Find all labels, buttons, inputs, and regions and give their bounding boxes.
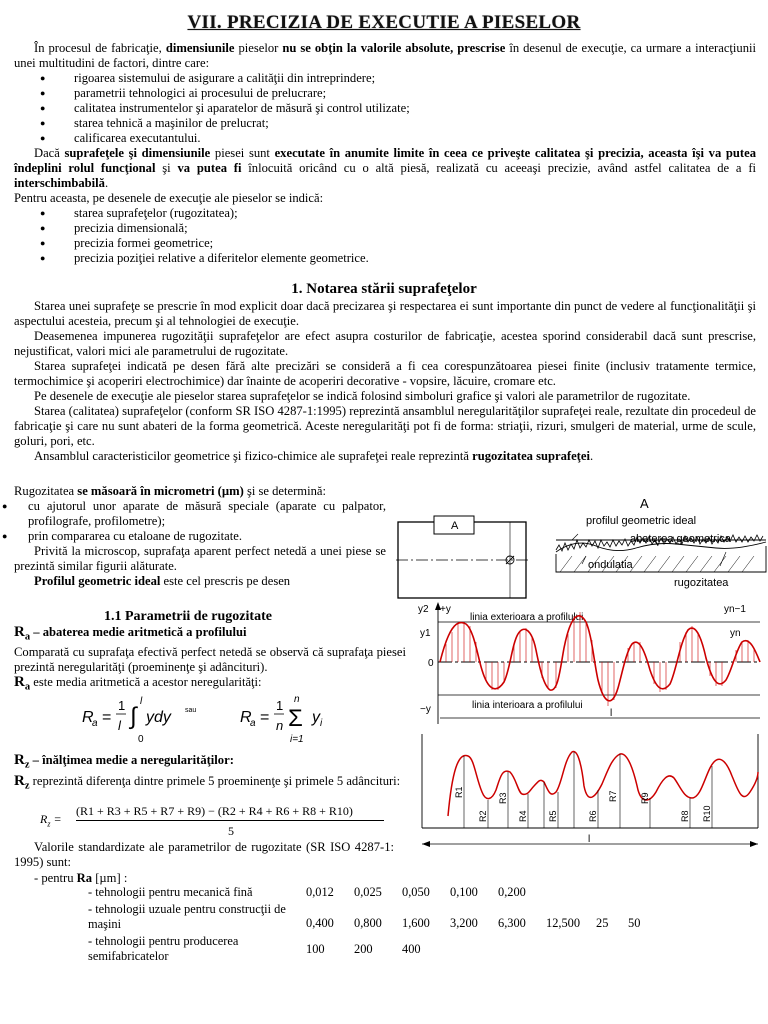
- paragraph: $R_a$ este media aritmetică a acestor neregularităţi:: [14, 673, 262, 693]
- measurement-text: [14, 484, 386, 589]
- ra-values-label: - pentru Ra [µm] :: [34, 871, 128, 885]
- geometric-deviation-label: abaterea geometrica: [630, 533, 731, 545]
- paragraph: Starea suprafeţei indicată pe desen fără alte precizări se consideră a fi cea corespunzătoarea piesei finite (inclusiv tratamente termice, termochimice şi acoperiri electrochimice) dar înainte de acoperiri decorative - vopsire, lăcuire, cromare etc.: [14, 359, 756, 388]
- section-heading: 1. Notarea stării suprafeţelor: [291, 281, 477, 297]
- paragraph: Deasemenea impunerea rugozităţii suprafeţelor are efect asupra costurilor de fabricaţie, acestea sporind considerabil dacă sunt prescrise, nejustificat, valori mici ale parametrului de rugozitate.: [14, 329, 756, 358]
- svg-text:a: a: [92, 718, 98, 729]
- r7-label: R7: [608, 790, 618, 802]
- r4-label: R4: [518, 810, 528, 822]
- r6-label: R6: [588, 810, 598, 822]
- ra-title: $R_a$ – abaterea medie aritmetică a profilului: [14, 624, 247, 643]
- view-label: A: [640, 496, 649, 511]
- list-item: ● starea tehnică a maşinilor de prelucrat;: [14, 116, 756, 131]
- paragraph: $R_z$ reprezintă diferenţa dintre primele 5 proeminenţe şi primele 5 adâncituri:: [14, 772, 401, 792]
- list-item: ● precizia poziţiei relative a diferitelor elemente geometrice.: [14, 251, 756, 266]
- indications-list: [14, 206, 756, 266]
- drawing-indications-intro: Pentru aceasta, pe desenele de execuţie ale pieselor se indică:: [14, 191, 324, 205]
- ra-formulas: [80, 690, 370, 746]
- profile-curve: [440, 616, 760, 701]
- list-item: ● prin compararea cu etaloane de rugozitate.: [0, 529, 386, 544]
- length-label: l: [610, 708, 613, 719]
- section1-text: [14, 299, 756, 464]
- intro-paragraph: În procesul de fabricaţie, dimensiunile pieselor nu se obţin la valorile absolute, prescrise în desenul de execuţie, ca urmare a interacţiunii unei multitudini de factori, dintre care:: [14, 41, 756, 70]
- list-item: ● precizia dimensională;: [14, 221, 756, 236]
- ra-text: [14, 625, 406, 694]
- svg-text:R: R: [240, 709, 252, 726]
- yn-minus-1-label: yn−1: [724, 604, 746, 615]
- svg-text:l: l: [118, 718, 121, 733]
- standard-values-text: [14, 840, 756, 870]
- rz-title: $R_z$ – înălţimea medie a neregularităţilor:: [14, 752, 234, 771]
- paragraph: Valorile standardizate ale parametrilor de rugozitate (SR ISO 4287-1: 1995) sunt:: [14, 840, 394, 869]
- r5-label: R5: [548, 810, 558, 822]
- roughness-label: rugozitatea: [674, 577, 729, 589]
- y2-label: y2: [418, 604, 429, 615]
- r8-label: R8: [680, 810, 690, 822]
- svg-text:y: y: [312, 709, 320, 726]
- svg-text:=: =: [260, 709, 270, 726]
- list-item: ● calitatea instrumentelor şi aparatelor de măsură şi control utilizate;: [14, 101, 756, 116]
- rz-length-label: l: [588, 834, 591, 845]
- list-item: ● parametrii tehnologici ai procesului de prelucrare;: [14, 86, 756, 101]
- svg-text:ydy: ydy: [146, 709, 171, 726]
- r10-label: R10: [702, 805, 712, 822]
- list-item: ● precizia formei geometrice;: [14, 236, 756, 251]
- paragraph: Rugozitatea se măsoară în micrometri (µm) şi se determină:: [14, 484, 326, 498]
- ideal-profile-label: profilul geometric ideal: [586, 515, 697, 527]
- svg-text:n: n: [294, 694, 300, 705]
- svg-text:a: a: [250, 718, 256, 729]
- inner-line-label: linia interioara a profilului: [472, 700, 583, 711]
- paragraph: Comparată cu suprafaţa efectivă perfect netedă se observă că suprafaţa piesei prezintă neregularităţi (proeminenţe şi adâncituri).: [14, 644, 406, 674]
- paragraph: Starea (calitatea) suprafeţelor (conform SR ISO 4287-1:1995) reprezintă ansamblul neregularităţilor suprafeţei reale, rezultate din procedeul de fabricaţie şi care nu sunt abateri de la forma geometrică. Aceste neregularităţi pot fi de forma: striaţii, rizuri, smulgeri de material, urme de scule, goluri, pori, etc.: [14, 404, 756, 448]
- formula-or: sau: [185, 707, 197, 714]
- zero-label: 0: [428, 658, 434, 669]
- ra-values-table: [88, 885, 658, 964]
- methods-list: [0, 499, 386, 544]
- list-item: ● rigoarea sistemului de asigurare a calităţii din intreprindere;: [14, 71, 756, 86]
- y1-label: y1: [420, 628, 431, 639]
- svg-text:i=1: i=1: [290, 734, 304, 745]
- interchangeability-paragraph: Dacă suprafeţele şi dimensiunile piesei sunt executate în anumite limite în ceea ce priveşte calitatea şi precizia, aceasta îşi va putea îndeplini rolul funcţional şi va putea fi înlocuită oricând cu o altă piesă, realizată cu aceeaşi precizie, având astfel calitatea de a fi interschimbabilă.: [14, 146, 757, 190]
- svg-text:i: i: [320, 718, 323, 729]
- ra-profile-figure: [400, 600, 764, 728]
- svg-text:=: =: [102, 709, 112, 726]
- r2-label: R2: [478, 810, 488, 822]
- table-row: - tehnologii uzuale pentru construcţii de maşini 0,400 0,800 1,600 3,200 6,300 12,500 25 50: [88, 902, 641, 931]
- rz-text: [14, 753, 406, 794]
- list-item: ● cu ajutorul unor aparate de măsură speciale (aparate cu palpator, profilografe, profilometre);: [0, 499, 386, 529]
- svg-text:l: l: [140, 696, 143, 707]
- svg-text:R: R: [82, 709, 94, 726]
- document-page: VII. PRECIZIA DE EXECUTIE A PIESELOR În procesul de fabricaţie, dimensiunile pieselor nu se obţin la valorile absolute, prescrise în desenul de execuţie, ca urmare a interacţiunii unei multitudini de factori, dintre care: ● rigoarea sistemului de asigurare a calităţii din intreprindere; ● parametrii tehnologici ai procesului de prelucrare; ● calitatea instrumentelor şi aparatelor de măsură şi control utilizate; ● starea tehnică a maşinilor de prelucrat; ● calificarea executantului. Dacă suprafeţele şi dimensiunile piesei sunt executate în anumite limite în ceea ce priveşte calitatea şi precizia, aceasta îşi va putea îndeplini rolul funcţional şi va putea fi înlocuită oricând cu o altă piesă, realizată cu aceeaşi precizie, având astfel calitatea de a fi interschimbabilă. Pentru aceasta, pe desenele de execuţie ale pieselor se indică: ● starea suprafeţelor (rugozitatea); ● precizia dimensională; ● precizia formei geometrice; ● precizia poziţiei relative a diferitelor elemente geometrice. 1. Notarea stării suprafeţelor Starea unei suprafeţe se prescrie în mod explicit doar dacă precizarea şi respectarea ei sunt importante din punct de vedere al funcţionalităţii şi aspectului acesteia, precum şi al tehnologiei de execuţie. Deasemenea impunerea rugozităţii suprafeţelor are efect asupra costurilor de fabricaţie, acestea sporind considerabil dacă sunt prescrise, nejustificat, valori mici ale parametrului de rugozitate. Starea suprafeţei indicată pe desen fără alte precizări se consideră a fi cea corespunzătoarea piesei finite (inclusiv tratamente termice, termochimice şi acoperiri electrochimice) dar înainte de acoperiri decorative - vopsire, lăcuire, cromare etc. Pe desenele de execuţie ale pieselor starea suprafeţelor se indică folosind simboluri grafice şi valori ale parametrilor de rugozitate. Starea (calitatea) suprafeţelor (conform SR ISO 4287-1:1995) reprezintă ansamblul neregularităţilor suprafeţei reale, rezultate din procedeul de fabricaţie şi care nu sunt abateri de la forma geometrică. Aceste neregularităţi pot fi de forma: striaţii, rizuri, smulgeri de material, urme de scule, goluri, pori, etc. Ansamblul caracteristicilor geometrice şi fizico-chimice ale suprafeţei reale reprezintă rugozitatea suprafeţei. Rugozitatea se măsoară în micrometri (µm) şi se determină: ● cu ajutorul unor aparate de măsură speciale (aparate cu palpator, profilografe, profilometre); ● prin compararea cu etaloane de rugozitate. Privită la microscop, suprafaţa aparent perfect netedă a unei piese se prezintă similar figurii alăturate. Profilul geometric ideal este cel prescris pe desen A A profilul geometric ideal abaterea geometrica ondulatia rugozitatea 1.1 Parametrii de rugozitate $R_a$ – abaterea medie aritmetică a profilului Comparată cu suprafaţa efectivă perfect netedă se observă că suprafaţa piesei prezintă neregularităţi (proeminenţe şi adâncituri). $R_a$ este media aritmetică a acestor neregularităţi: R a = 1 l ∫ l 0 ydy R a = 1 n Σ n i=1 y i sau y2 +y y1 0 −y linia exterioara a profilului linia interioara a profilului yn−1 yn l $R_z$ – înălţimea medie a neregularităţilor: $R_z$ reprezintă diferenţa dintre primele 5 proeminenţe şi primele 5 adâncituri: $R_z$ = (R1 + R3 + R5 + R7 + R9) − (R2 + R4 + R6 + R8 + R10) 5 R1 R2 R3 R4 R5 R6 R7 R9 R8 R10 l Valorile standardizate ale parametrilor de rugozitate (SR ISO 4287-1: 1995) sunt: - pentru Ra [µm] : - tehnologii pentru mecanică fină 0,012 0,025 0,050 0,100 0,200 - tehnologii uzuale pentru construcţii de maşini 0,400 0,800 1,600 3,200 6,300 12,500 25 50 - tehnologii pentru producerea semifabricatelor 100 200 400: [0, 0, 768, 1024]
- svg-text:∫: ∫: [130, 703, 137, 730]
- subsection-heading: 1.1 Parametrii de rugozitate: [104, 609, 272, 624]
- svg-text:Σ: Σ: [288, 705, 303, 732]
- table-row: - tehnologii pentru mecanică fină 0,012 0,025 0,050 0,100 0,200: [88, 885, 526, 899]
- list-item: ● starea suprafeţelor (rugozitatea);: [14, 206, 756, 221]
- paragraph: Ansamblul caracteristicilor geometrice şi fizico-chimice ale suprafeţei reale reprezintă rugozitatea suprafeţei.: [34, 449, 594, 463]
- paragraph: Pe desenele de execuţie ale pieselor starea suprafeţelor se indică folosind simboluri grafice şi valori ale parametrilor de rugozitate.: [34, 389, 691, 403]
- outer-line-label: linia exterioara a profilului: [470, 612, 584, 623]
- svg-text:0: 0: [138, 734, 144, 745]
- paragraph: Profilul geometric ideal este cel prescris pe desen: [34, 574, 291, 588]
- intro-block: [14, 41, 756, 266]
- plus-y-label: +y: [440, 604, 451, 615]
- r3-label: R3: [498, 792, 508, 804]
- paragraph: Starea unei suprafeţe se prescrie în mod explicit doar dacă precizarea şi respectarea ei sunt importante din punct de vedere al funcţionalităţii şi aspectului acesteia, precum şi al tehnologiei de execuţie.: [14, 299, 756, 328]
- paragraph: Privită la microscop, suprafaţa aparent perfect netedă a unei piese se prezintă similar figurii alăturate.: [14, 544, 386, 573]
- svg-text:n: n: [276, 718, 284, 733]
- waviness-label: ondulatia: [588, 559, 633, 571]
- table-row: - tehnologii pentru producerea semifabricatelor 100 200 400: [88, 934, 421, 963]
- page-title: VII. PRECIZIA DE EXECUTIE A PIESELOR: [187, 12, 581, 33]
- svg-text:1: 1: [276, 698, 284, 713]
- r9-label: R9: [640, 792, 650, 804]
- yn-label: yn: [730, 628, 741, 639]
- list-item: ● calificarea executantului.: [14, 131, 756, 146]
- svg-text:1: 1: [118, 698, 126, 713]
- factors-list: [14, 71, 756, 146]
- detail-box-label: A: [451, 520, 459, 532]
- minus-y-label: −y: [420, 704, 431, 715]
- surface-profile-figure: [396, 496, 768, 602]
- r1-label: R1: [454, 786, 464, 798]
